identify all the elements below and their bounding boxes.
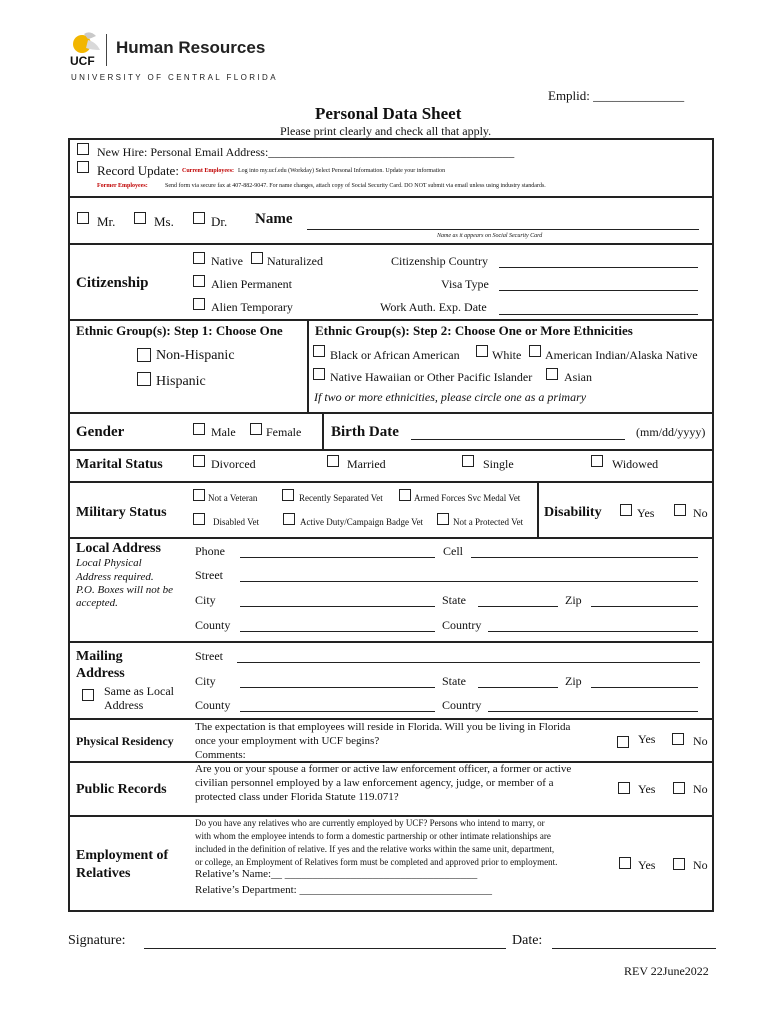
work-auth-label: Work Auth. Exp. Date: [380, 300, 487, 314]
alien-temporary-checkbox[interactable]: [193, 298, 205, 310]
new-hire-checkbox[interactable]: [77, 143, 89, 155]
recently-separated-label: Recently Separated Vet: [299, 493, 383, 503]
ms-checkbox[interactable]: [134, 212, 146, 224]
relatives-text: or college, an Employment of Relatives form must be completed and approved prior to employment.: [195, 857, 558, 867]
mailing-city-label: City: [195, 674, 216, 688]
american-indian-checkbox[interactable]: [529, 345, 541, 357]
country-field[interactable]: [488, 631, 698, 632]
dr-label: Dr.: [211, 214, 228, 229]
divider: [68, 718, 714, 720]
non-hispanic-checkbox[interactable]: [137, 348, 151, 362]
mailing-street-field[interactable]: [237, 662, 700, 663]
native-checkbox[interactable]: [193, 252, 205, 264]
asian-checkbox[interactable]: [546, 368, 558, 380]
county-label: County: [195, 618, 231, 632]
divider: [322, 412, 324, 449]
armed-forces-label: Armed Forces Svc Medal Vet: [414, 493, 521, 503]
disability-no-label: No: [693, 506, 708, 520]
mailing-address-label: Address: [76, 666, 125, 681]
public-records-yes-label: Yes: [638, 782, 656, 796]
divider: [307, 319, 309, 412]
mailing-state-field[interactable]: [478, 687, 558, 688]
local-address-note: Local Physical: [76, 557, 142, 569]
zip-label: Zip: [565, 593, 582, 607]
naturalized-label: Naturalized: [267, 254, 323, 268]
residency-yes-checkbox[interactable]: [617, 736, 629, 748]
married-label: Married: [347, 457, 386, 471]
active-duty-checkbox[interactable]: [283, 513, 295, 525]
birth-date-label: Birth Date: [331, 424, 399, 440]
date-label: Date:: [512, 933, 543, 948]
zip-field[interactable]: [591, 606, 698, 607]
mailing-zip-field[interactable]: [591, 687, 698, 688]
divider: [68, 641, 714, 643]
logo-text: UCF: [70, 54, 95, 68]
public-records-no-checkbox[interactable]: [673, 782, 685, 794]
divider: [68, 815, 714, 817]
citizenship-label: Citizenship: [76, 275, 149, 291]
new-hire-label: New Hire: Personal Email Address:_________________________________________: [97, 145, 515, 159]
cell-field[interactable]: [471, 557, 698, 558]
cell-label: Cell: [443, 544, 463, 558]
military-status-label: Military Status: [76, 505, 167, 520]
former-employees-label: Former Employees:: [97, 183, 148, 189]
name-note: Name as it appears on Social Security Card: [437, 233, 543, 239]
mailing-address-label: Mailing: [76, 649, 123, 664]
phone-field[interactable]: [240, 557, 435, 558]
mailing-country-field[interactable]: [488, 711, 698, 712]
american-indian-label: American Indian/Alaska Native: [545, 348, 698, 362]
widowed-checkbox[interactable]: [591, 455, 603, 467]
residency-comments: Comments:: [195, 749, 246, 761]
logo-divider: [106, 34, 107, 66]
divider: [537, 481, 539, 537]
local-address-note: Address required.: [76, 571, 154, 583]
public-records-no-label: No: [693, 782, 708, 796]
same-as-local-label: Address: [104, 698, 144, 712]
hispanic-label: Hispanic: [156, 374, 206, 389]
widowed-label: Widowed: [612, 457, 659, 471]
hawaiian-label: Native Hawaiian or Other Pacific Islander: [330, 370, 533, 384]
ethnic-step1-label: Ethnic Group(s): Step 1: Choose One: [76, 323, 283, 338]
local-address-label: Local Address: [76, 541, 161, 556]
mailing-zip-label: Zip: [565, 674, 582, 688]
residency-no-label: No: [693, 734, 708, 748]
mailing-county-label: County: [195, 698, 231, 712]
non-hispanic-label: Non-Hispanic: [156, 348, 235, 363]
name-field[interactable]: [307, 229, 699, 230]
mailing-city-field[interactable]: [240, 687, 435, 688]
hispanic-checkbox[interactable]: [137, 372, 151, 386]
disabled-vet-label: Disabled Vet: [213, 517, 260, 527]
divider: [68, 196, 714, 198]
mailing-street-label: Street: [195, 649, 223, 663]
instructions: Please print clearly and check all that apply.: [280, 124, 492, 138]
record-update-label: Record Update:: [97, 163, 179, 178]
dept-name: Human Resources: [116, 38, 266, 57]
date-field[interactable]: [552, 948, 716, 949]
physical-residency-label: Physical Residency: [76, 734, 174, 748]
former-employees-text: Send form via secure fax at 407-882-9047. For name changes, attach copy of Social Security Card. DO NOT submit via email unless using industry standards.: [165, 183, 546, 189]
signature-field[interactable]: [144, 948, 506, 949]
divider: [68, 537, 714, 539]
current-employees-text: Log into my.ucf.edu (Workday) Select Personal Information. Update your information: [238, 168, 446, 174]
single-label: Single: [483, 457, 514, 471]
employment-relatives-label: Employment of: [76, 848, 169, 863]
record-update-checkbox[interactable]: [77, 161, 89, 173]
disabled-vet-checkbox[interactable]: [193, 513, 205, 525]
recently-separated-checkbox[interactable]: [282, 489, 294, 501]
phone-label: Phone: [195, 544, 225, 558]
alien-permanent-checkbox[interactable]: [193, 275, 205, 287]
relative-department-field[interactable]: Relative’s Department: ___________________________________: [195, 884, 492, 896]
citizenship-country-field[interactable]: [499, 267, 698, 268]
relatives-no-label: No: [693, 858, 708, 872]
white-label: White: [492, 348, 522, 362]
mailing-county-field[interactable]: [240, 711, 435, 712]
university-name: UNIVERSITY OF CENTRAL FLORIDA: [71, 73, 278, 82]
not-protected-checkbox[interactable]: [437, 513, 449, 525]
ethnicity-note: If two or more ethnicities, please circle one as a primary: [314, 390, 587, 404]
male-checkbox[interactable]: [193, 423, 205, 435]
street-label: Street: [195, 568, 223, 582]
divider: [68, 481, 714, 483]
residency-text: once your employment with UCF begins?: [195, 735, 380, 747]
revision-label: REV 22June2022: [624, 964, 709, 978]
city-field[interactable]: [240, 606, 435, 607]
ethnic-step2-label: Ethnic Group(s): Step 2: Choose One or More Ethnicities: [315, 323, 633, 338]
local-address-note: P.O. Boxes will not be: [76, 584, 173, 596]
page-title: Personal Data Sheet: [315, 104, 462, 123]
armed-forces-checkbox[interactable]: [399, 489, 411, 501]
state-field[interactable]: [478, 606, 558, 607]
mailing-country-label: Country: [442, 698, 482, 712]
relatives-text: with whom the employee intends to form a domestic partnership or other intimate relationships are: [195, 831, 551, 841]
married-checkbox[interactable]: [327, 455, 339, 467]
active-duty-label: Active Duty/Campaign Badge Vet: [300, 517, 424, 527]
signature-label: Signature:: [68, 933, 126, 948]
residency-yes-label: Yes: [638, 732, 656, 746]
divider: [68, 243, 714, 245]
female-checkbox[interactable]: [250, 423, 262, 435]
relatives-text: Do you have any relatives who are currently employed by UCF? Persons who intend to marry, or: [195, 818, 545, 828]
state-label: State: [442, 593, 466, 607]
ucf-logo: [70, 30, 106, 70]
disability-yes-checkbox[interactable]: [620, 504, 632, 516]
divider: [68, 319, 714, 321]
city-label: City: [195, 593, 216, 607]
public-records-text: Are you or your spouse a former or active law enforcement officer, a former or active: [195, 763, 572, 775]
relatives-yes-checkbox[interactable]: [619, 857, 631, 869]
disability-yes-label: Yes: [637, 506, 655, 520]
divider: [68, 449, 714, 451]
visa-type-field[interactable]: [499, 290, 698, 291]
hawaiian-checkbox[interactable]: [313, 368, 325, 380]
dr-checkbox[interactable]: [193, 212, 205, 224]
same-as-local-checkbox[interactable]: [82, 689, 94, 701]
local-address-note: accepted.: [76, 597, 118, 609]
county-field[interactable]: [240, 631, 435, 632]
asian-label: Asian: [564, 370, 592, 384]
black-label: Black or African American: [330, 348, 460, 362]
divorced-label: Divorced: [211, 457, 256, 471]
public-records-label: Public Records: [76, 782, 167, 797]
disability-label: Disability: [544, 505, 602, 520]
same-as-local-label: Same as Local: [104, 684, 174, 698]
residency-text: The expectation is that employees will reside in Florida. Will you be living in Florida: [195, 721, 571, 733]
female-label: Female: [266, 425, 302, 439]
visa-type-label: Visa Type: [441, 277, 489, 291]
name-label: Name: [255, 211, 293, 227]
divider: [68, 412, 714, 414]
marital-status-label: Marital Status: [76, 457, 163, 472]
mr-checkbox[interactable]: [77, 212, 89, 224]
mr-label: Mr.: [97, 214, 116, 229]
male-label: Male: [211, 425, 236, 439]
single-checkbox[interactable]: [462, 455, 474, 467]
current-employees-label: Current Employees:: [182, 168, 235, 174]
native-label: Native: [211, 254, 243, 268]
emplid-field[interactable]: Emplid: ______________: [548, 88, 685, 103]
citizenship-country-label: Citizenship Country: [391, 254, 488, 268]
divorced-checkbox[interactable]: [193, 455, 205, 467]
white-checkbox[interactable]: [476, 345, 488, 357]
not-veteran-label: Not a Veteran: [208, 493, 258, 503]
birth-date-field[interactable]: [411, 439, 625, 440]
relative-name-field[interactable]: Relative’s Name:__ ___________________________________: [195, 868, 478, 880]
relatives-no-checkbox[interactable]: [673, 858, 685, 870]
black-checkbox[interactable]: [313, 345, 325, 357]
work-auth-field[interactable]: [499, 314, 698, 315]
street-field[interactable]: [240, 581, 698, 582]
relatives-yes-label: Yes: [638, 858, 656, 872]
alien-temporary-label: Alien Temporary: [211, 300, 293, 314]
mailing-state-label: State: [442, 674, 466, 688]
pegasus-icon: [70, 30, 106, 56]
public-records-text: protected class under Florida Statute 119.071?: [195, 791, 399, 803]
residency-no-checkbox[interactable]: [672, 733, 684, 745]
public-records-yes-checkbox[interactable]: [618, 782, 630, 794]
ms-label: Ms.: [154, 214, 174, 229]
gender-label: Gender: [76, 424, 125, 440]
date-format-label: (mm/dd/yyyy): [636, 425, 706, 439]
not-veteran-checkbox[interactable]: [193, 489, 205, 501]
naturalized-checkbox[interactable]: [251, 252, 263, 264]
public-records-text: civilian personnel employed by a law enforcement agency, judge, or member of a: [195, 777, 554, 789]
disability-no-checkbox[interactable]: [674, 504, 686, 516]
not-protected-label: Not a Protected Vet: [453, 517, 524, 527]
employment-relatives-label: Relatives: [76, 866, 131, 881]
relatives-text: included in the definition of relative. If yes and the relative works within the same unit, department,: [195, 844, 555, 854]
country-label: Country: [442, 618, 482, 632]
alien-permanent-label: Alien Permanent: [211, 277, 292, 291]
